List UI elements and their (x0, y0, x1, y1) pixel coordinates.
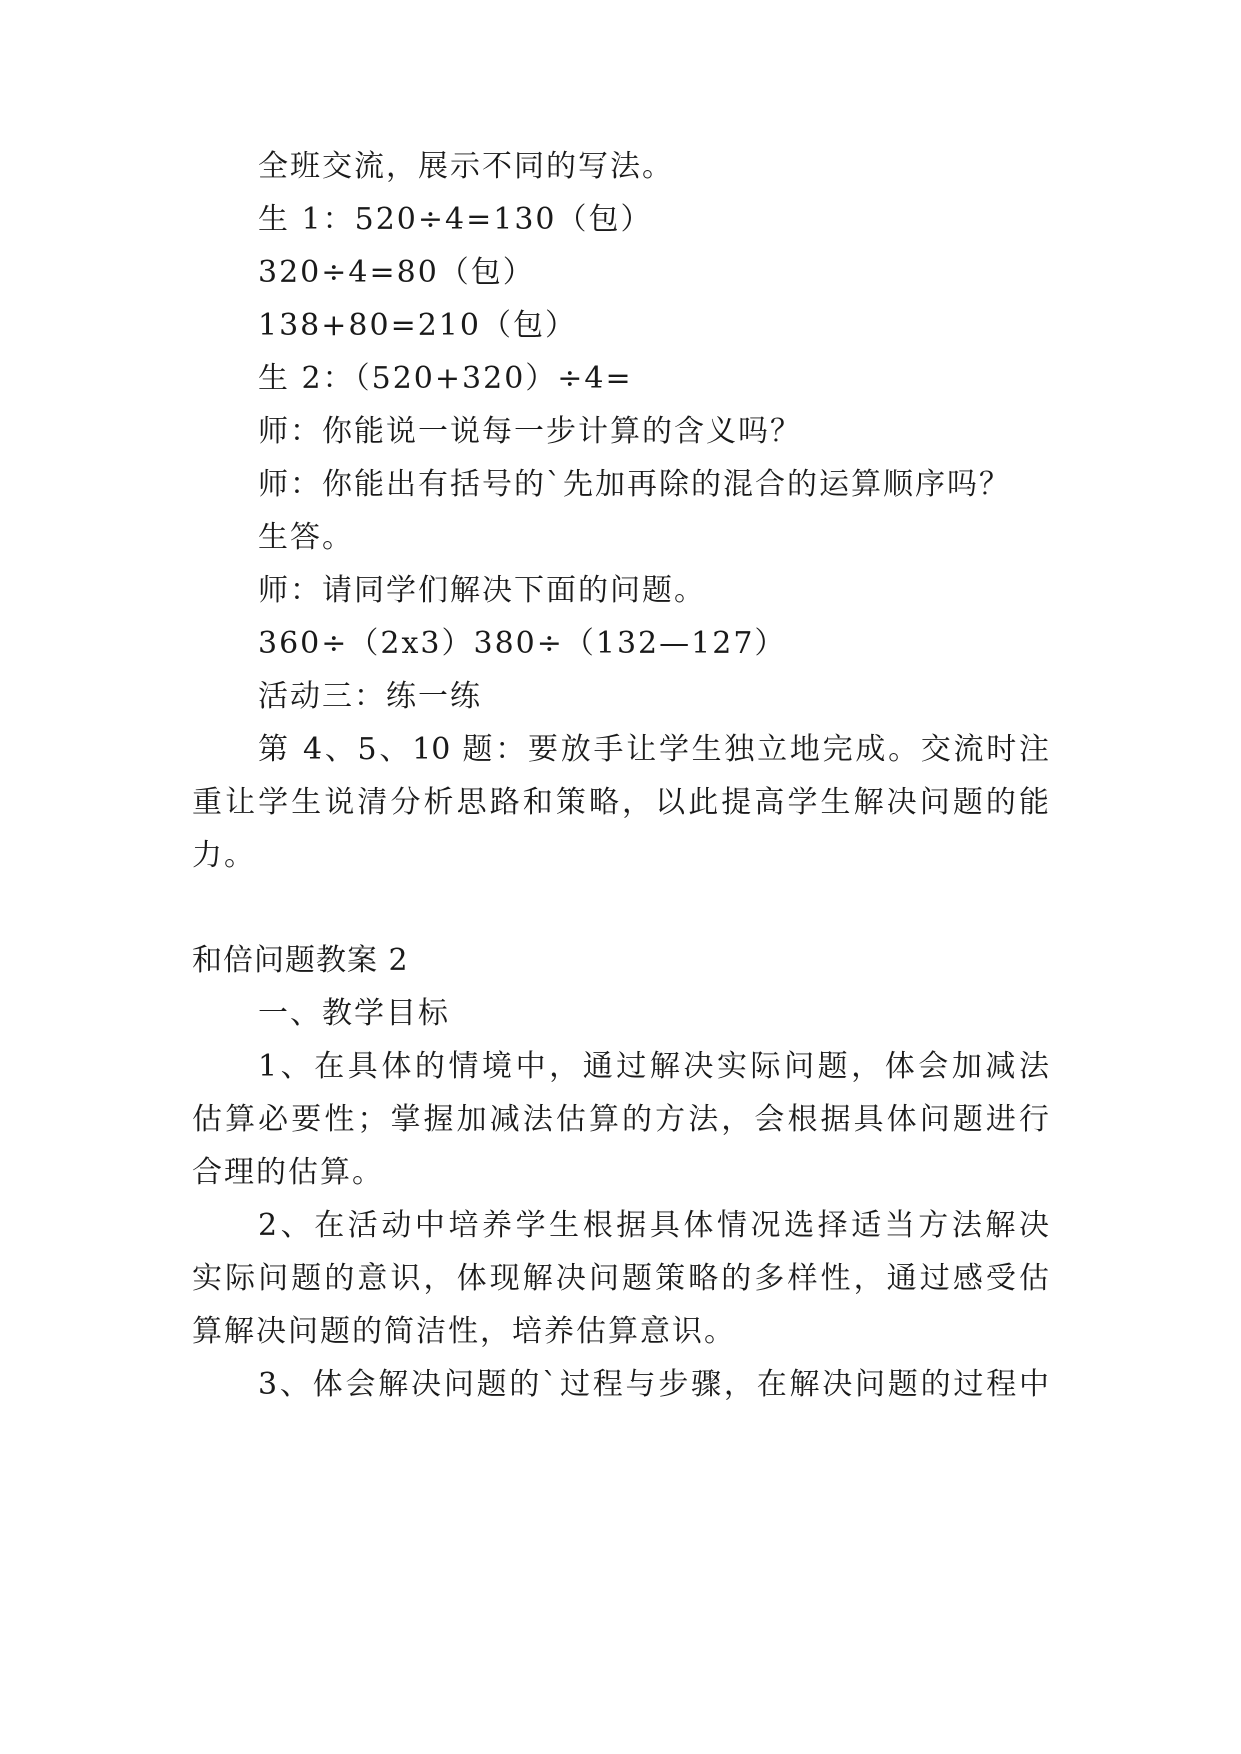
paragraph-line: 320÷4=80（包） (258, 255, 535, 290)
paragraph-line: 合理的估算。 (192, 1155, 384, 1190)
paragraph-line: 力。 (192, 838, 256, 873)
paragraph-line: 活动三：练一练 (258, 679, 482, 714)
paragraph-line: 师：请同学们解决下面的问题。 (258, 573, 706, 608)
paragraph-line: 2、在活动中培养学生根据具体情况选择适当方法解决 (258, 1208, 1049, 1243)
paragraph-line: 生答。 (258, 520, 354, 555)
paragraph-line: 重让学生说清分析思路和策略，以此提高学生解决问题的能 (192, 785, 1049, 820)
paragraph-line: 算解决问题的简洁性，培养估算意识。 (192, 1314, 736, 1349)
paragraph-line: 生 1：520÷4=130（包） (258, 202, 653, 237)
paragraph-line: 360÷（2x3）380÷（132—127） (258, 626, 787, 661)
paragraph-line: 138+80=210（包） (258, 308, 577, 343)
paragraph-line: 实际问题的意识，体现解决问题策略的多样性，通过感受估 (192, 1261, 1049, 1296)
paragraph-line: 估算必要性；掌握加减法估算的方法，会根据具体问题进行 (192, 1102, 1049, 1137)
paragraph-line: 3、体会解决问题的`过程与步骤，在解决问题的过程中 (258, 1367, 1049, 1402)
paragraph-line: 师：你能出有括号的`先加再除的混合的运算顺序吗？ (258, 467, 1011, 502)
paragraph-line: 1、在具体的情境中，通过解决实际问题，体会加减法 (258, 1049, 1049, 1084)
paragraph-line: 全班交流，展示不同的写法。 (258, 149, 674, 184)
subheading: 一、教学目标 (258, 996, 450, 1031)
section-heading: 和倍问题教案 2 (192, 943, 409, 978)
paragraph-line: 第 4、5、10 题：要放手让学生独立地完成。交流时注 (258, 732, 1049, 767)
paragraph-line: 生 2：（520+320）÷4= (258, 361, 633, 396)
paragraph-line: 师：你能说一说每一步计算的含义吗？ (258, 414, 802, 449)
